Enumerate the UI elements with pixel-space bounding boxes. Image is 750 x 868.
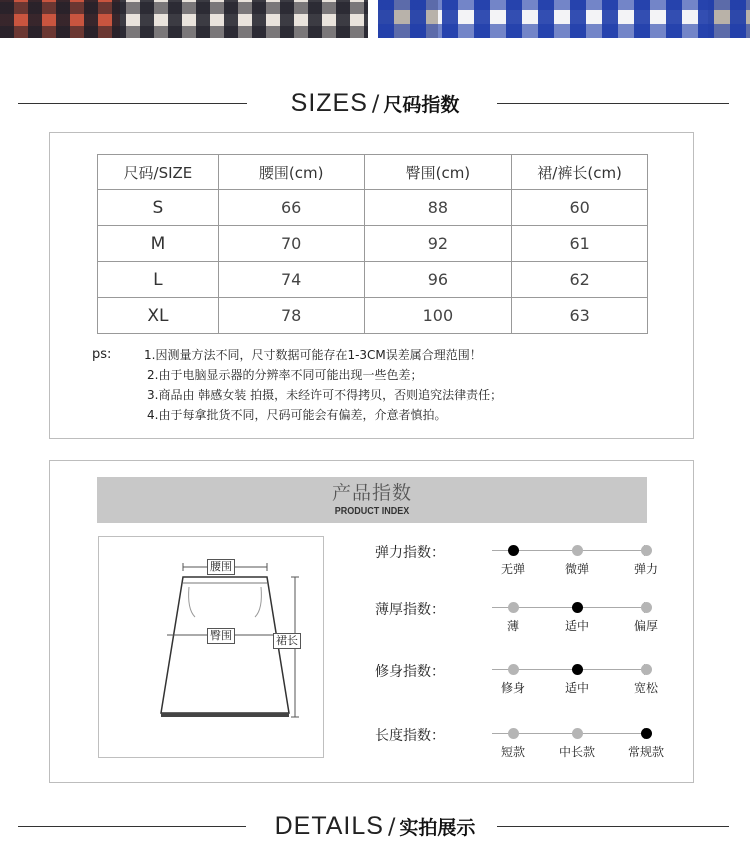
scale-dot xyxy=(641,602,652,613)
scale-option: 弹力 xyxy=(633,562,658,576)
scale-option: 微弹 xyxy=(564,562,589,576)
scale-option: 薄 xyxy=(506,619,519,633)
scale-dot xyxy=(641,664,652,675)
hip-cell: 100 xyxy=(364,298,512,334)
note-item: 1.因测量方法不同，尺寸数据可能存在1-3CM误差属合理范围！ xyxy=(144,348,482,362)
scale-option: 适中 xyxy=(564,619,589,633)
details-title-en: DETAILS xyxy=(274,812,384,840)
table-row xyxy=(98,298,648,334)
scale-option: 常规款 xyxy=(627,745,664,759)
header-cell-hip: 臀围(cm) xyxy=(364,155,512,190)
size-table xyxy=(97,154,648,334)
table-row xyxy=(98,190,648,226)
product-photo-right xyxy=(378,0,750,38)
size-cell: XL xyxy=(98,298,219,334)
sizes-title-en: SIZES xyxy=(290,89,368,117)
notes-prefix: ps: xyxy=(92,347,112,362)
scale-dot xyxy=(508,602,519,613)
table-row xyxy=(98,262,648,298)
scale-option: 短款 xyxy=(500,745,525,759)
scale-label: 修身指数： xyxy=(375,664,445,680)
details-section-header xyxy=(0,806,750,846)
length-label: 裙长 xyxy=(273,633,301,649)
scale-option: 修身 xyxy=(500,681,525,695)
note-item: 4.由于每拿批货不同，尺码可能会有偏差，介意者慎拍。 xyxy=(147,408,447,422)
length-cell: 61 xyxy=(512,226,648,262)
scale-dot xyxy=(508,664,519,675)
hip-cell: 96 xyxy=(364,262,512,298)
scale-label: 薄厚指数： xyxy=(375,602,445,618)
waist-label: 腰围 xyxy=(207,559,235,575)
scale-dot xyxy=(508,728,519,739)
scale-option: 中长款 xyxy=(558,745,595,759)
scale-dot-selected xyxy=(572,664,583,675)
product-index-title-en: PRODUCT INDEX xyxy=(334,506,410,517)
length-cell: 60 xyxy=(512,190,648,226)
details-title-sep: / xyxy=(387,815,396,840)
sizes-title-sep: / xyxy=(371,92,380,117)
scale-option: 无弹 xyxy=(500,562,525,576)
details-title-zh: 实拍展示 xyxy=(399,817,476,839)
product-index-panel xyxy=(49,460,694,783)
header-cell-size: 尺码/SIZE xyxy=(98,155,219,190)
waist-cell: 70 xyxy=(218,226,364,262)
scale-dot-selected xyxy=(572,602,583,613)
size-cell: M xyxy=(98,226,219,262)
hip-label: 臀围 xyxy=(207,628,235,644)
scale-dot xyxy=(641,545,652,556)
skirt-diagram xyxy=(98,536,324,758)
hip-cell: 92 xyxy=(364,226,512,262)
header-cell-waist: 腰围(cm) xyxy=(218,155,364,190)
hip-cell: 88 xyxy=(364,190,512,226)
size-cell: S xyxy=(98,190,219,226)
note-item: 2.由于电脑显示器的分辨率不同可能出现一些色差； xyxy=(147,368,423,382)
product-index-banner xyxy=(97,477,647,523)
waist-cell: 66 xyxy=(218,190,364,226)
thickness-scale xyxy=(375,599,658,639)
length-scale xyxy=(375,725,664,765)
details-title xyxy=(0,806,750,854)
fit-scale xyxy=(375,661,658,701)
waist-cell: 74 xyxy=(218,262,364,298)
sizes-title-zh: 尺码指数 xyxy=(383,94,460,116)
scale-dot-selected xyxy=(508,545,519,556)
scale-dot xyxy=(572,728,583,739)
size-panel xyxy=(49,132,694,439)
scale-option: 偏厚 xyxy=(633,619,658,633)
header-cell-length: 裙/裤长(cm) xyxy=(512,155,648,190)
size-cell: L xyxy=(98,262,219,298)
product-index-title-zh: 产品指数 xyxy=(331,482,412,504)
size-table-header-row xyxy=(98,155,648,190)
scale-dot-selected xyxy=(641,728,652,739)
length-cell: 62 xyxy=(512,262,648,298)
scale-option: 适中 xyxy=(564,681,589,695)
scale-label: 弹力指数： xyxy=(375,545,445,561)
scale-option: 宽松 xyxy=(633,681,658,695)
scale-label: 长度指数： xyxy=(375,728,445,744)
scale-dot xyxy=(572,545,583,556)
note-item: 3.商品由 韩感女装 拍摄，未经许可不得拷贝，否则追究法律责任； xyxy=(147,388,503,402)
elasticity-scale xyxy=(375,542,658,582)
length-cell: 63 xyxy=(512,298,648,334)
sizes-title xyxy=(0,83,750,131)
sizes-section-header xyxy=(0,83,750,123)
waist-cell: 78 xyxy=(218,298,364,334)
notes-list xyxy=(144,345,664,425)
table-row xyxy=(98,226,648,262)
product-photo-left xyxy=(0,0,368,38)
